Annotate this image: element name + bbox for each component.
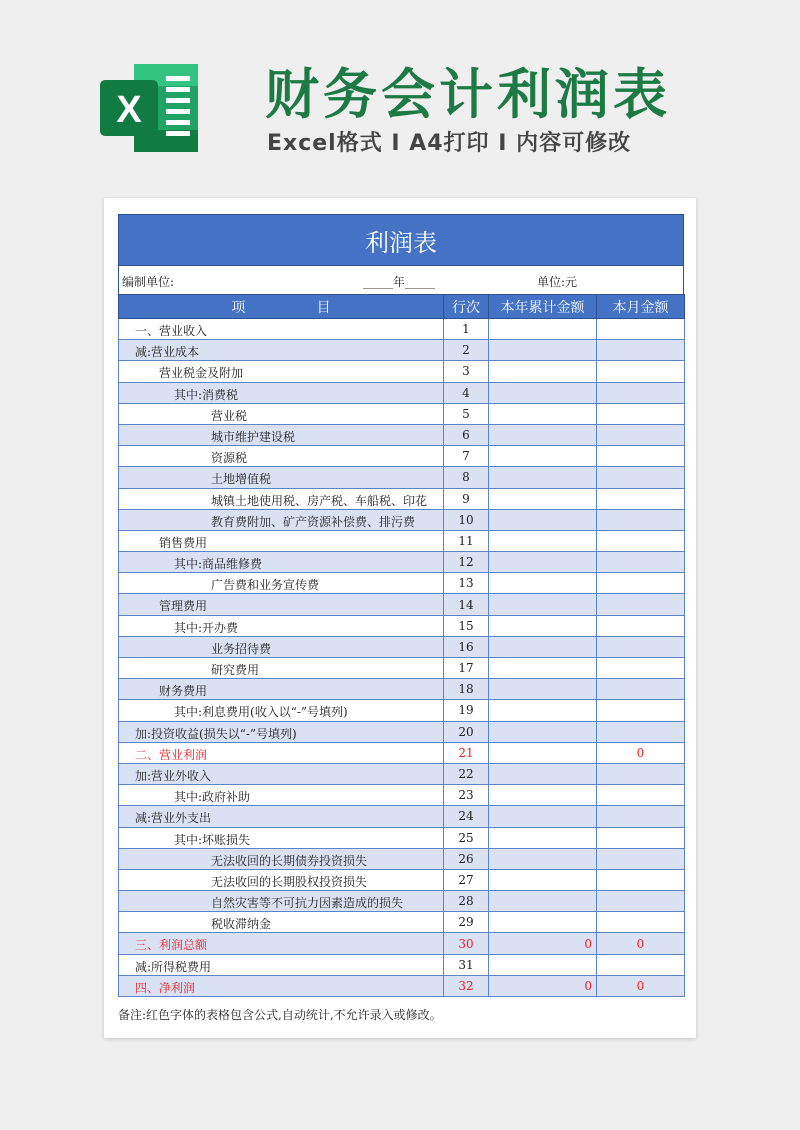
ytd-amount-cell[interactable] <box>489 594 597 615</box>
table-header-row <box>119 295 685 319</box>
month-amount-cell[interactable] <box>597 763 685 784</box>
item-label: 业务招待费 <box>211 641 272 656</box>
month-amount-cell[interactable] <box>597 721 685 742</box>
item-cell <box>119 573 444 594</box>
item-label: 其中:商品维修费 <box>174 557 263 572</box>
month-amount-cell[interactable] <box>597 636 685 657</box>
ytd-amount-cell[interactable] <box>489 573 597 594</box>
table-row <box>119 382 685 403</box>
logo-letter: X <box>116 89 142 131</box>
item-label: 研究费用 <box>211 663 260 677</box>
col-item-header: 项 目 <box>119 295 444 319</box>
item-cell <box>119 806 444 827</box>
item-label: 其中:消费税 <box>174 387 239 402</box>
row-number-cell: 2 <box>444 340 489 361</box>
table-row <box>119 594 685 615</box>
item-cell <box>119 679 444 700</box>
ytd-amount-cell[interactable] <box>489 721 597 742</box>
ytd-amount-cell[interactable] <box>489 424 597 445</box>
income-statement <box>118 214 684 997</box>
col-month-header: 本月金额 <box>597 295 685 319</box>
month-amount-cell[interactable] <box>597 827 685 848</box>
ytd-amount-cell[interactable] <box>489 763 597 784</box>
item-label: 一、营业收入 <box>135 324 208 338</box>
table-row <box>119 869 685 890</box>
item-cell <box>119 721 444 742</box>
month-amount-cell[interactable] <box>597 785 685 806</box>
item-cell <box>119 530 444 551</box>
month-amount-cell[interactable] <box>597 869 685 890</box>
table-row <box>119 763 685 784</box>
row-number-cell: 24 <box>444 806 489 827</box>
row-number-cell: 32 <box>444 975 489 996</box>
item-label: 土地增值税 <box>211 472 272 487</box>
month-amount-cell[interactable] <box>597 403 685 424</box>
month-amount-cell: 0 <box>597 742 685 763</box>
month-amount-cell[interactable] <box>597 446 685 467</box>
row-number-cell: 6 <box>444 424 489 445</box>
row-number-cell: 30 <box>444 933 489 954</box>
item-cell <box>119 933 444 954</box>
item-label: 其中:利息费用(收入以“-”号填列) <box>174 705 348 720</box>
item-label: 城市维护建设税 <box>211 429 296 444</box>
table-row <box>119 361 685 382</box>
item-label: 资源税 <box>211 451 248 466</box>
month-amount-cell[interactable] <box>597 530 685 551</box>
row-number-cell: 25 <box>444 827 489 848</box>
item-cell <box>119 319 444 340</box>
item-label: 二、营业利润 <box>135 747 208 762</box>
table-row <box>119 636 685 657</box>
item-cell <box>119 869 444 890</box>
month-amount-cell: 0 <box>597 933 685 954</box>
ytd-amount-cell[interactable] <box>489 869 597 890</box>
table-row <box>119 403 685 424</box>
item-label: 营业税金及附加 <box>159 366 244 381</box>
item-cell <box>119 848 444 869</box>
table-row <box>119 509 685 530</box>
row-number-cell: 7 <box>444 446 489 467</box>
month-amount-cell: 0 <box>597 975 685 996</box>
item-label: 无法收回的长期债券投资损失 <box>211 853 368 868</box>
page-subtitle: Excel格式 I A4打印 I 内容可修改 <box>267 131 632 156</box>
item-cell <box>119 742 444 763</box>
item-cell <box>119 891 444 912</box>
ytd-amount-cell[interactable] <box>489 615 597 636</box>
table-row <box>119 679 685 700</box>
month-amount-cell[interactable] <box>597 552 685 573</box>
table-row <box>119 615 685 636</box>
row-number-cell: 23 <box>444 785 489 806</box>
footer-note: 备注:红色字体的表格包含公式,自动统计,不允许录入或修改。 <box>118 1008 442 1022</box>
item-label: 广告费和业务宣传费 <box>211 578 320 593</box>
table-row <box>119 827 685 848</box>
ytd-amount-cell[interactable] <box>489 361 597 382</box>
ytd-amount-cell: 0 <box>489 975 597 996</box>
item-cell <box>119 636 444 657</box>
row-number-cell: 19 <box>444 700 489 721</box>
ytd-amount-cell[interactable] <box>489 488 597 509</box>
col-rowno-header: 行次 <box>444 295 489 319</box>
table-row <box>119 848 685 869</box>
item-label: 其中:坏账损失 <box>174 832 251 847</box>
item-label: 自然灾害等不可抗力因素造成的损失 <box>211 896 404 911</box>
row-number-cell: 27 <box>444 869 489 890</box>
ytd-amount-cell[interactable] <box>489 806 597 827</box>
item-cell <box>119 700 444 721</box>
month-amount-cell[interactable] <box>597 912 685 933</box>
table-body <box>119 319 685 997</box>
table-row <box>119 975 685 996</box>
ytd-amount-cell[interactable] <box>489 848 597 869</box>
item-cell <box>119 424 444 445</box>
month-amount-cell[interactable] <box>597 658 685 679</box>
table-row <box>119 658 685 679</box>
table-row <box>119 721 685 742</box>
ytd-amount-cell[interactable] <box>489 658 597 679</box>
ytd-amount-cell[interactable] <box>489 319 597 340</box>
table-row <box>119 340 685 361</box>
info-row <box>118 266 684 294</box>
item-label: 营业税 <box>211 408 248 423</box>
row-number-cell: 12 <box>444 552 489 573</box>
ytd-amount-cell[interactable] <box>489 636 597 657</box>
ytd-amount-cell[interactable] <box>489 509 597 530</box>
item-cell <box>119 446 444 467</box>
item-label: 四、净利润 <box>135 980 196 995</box>
item-cell <box>119 340 444 361</box>
item-cell <box>119 912 444 933</box>
table-row <box>119 446 685 467</box>
item-cell <box>119 763 444 784</box>
item-label: 三、利润总额 <box>135 938 208 953</box>
month-amount-cell[interactable] <box>597 509 685 530</box>
page-title: 财务会计利润表 <box>265 63 671 126</box>
item-label: 减:所得税费用 <box>135 959 212 974</box>
table-row <box>119 912 685 933</box>
currency-unit-label: 单位:元 <box>537 275 578 289</box>
table-row <box>119 319 685 340</box>
row-number-cell: 11 <box>444 530 489 551</box>
table-row <box>119 530 685 551</box>
row-number-cell: 1 <box>444 319 489 340</box>
item-cell <box>119 488 444 509</box>
row-number-cell: 31 <box>444 954 489 975</box>
ytd-amount-cell[interactable] <box>489 382 597 403</box>
table-row <box>119 806 685 827</box>
item-cell <box>119 954 444 975</box>
month-amount-cell[interactable] <box>597 848 685 869</box>
spreadsheet-page <box>104 198 696 1038</box>
table-row <box>119 424 685 445</box>
ytd-amount-cell[interactable] <box>489 467 597 488</box>
table-row <box>119 891 685 912</box>
ytd-amount-cell[interactable] <box>489 552 597 573</box>
row-number-cell: 3 <box>444 361 489 382</box>
row-number-cell: 18 <box>444 679 489 700</box>
ytd-amount-cell[interactable] <box>489 530 597 551</box>
item-label: 管理费用 <box>159 599 208 614</box>
table-row <box>119 700 685 721</box>
row-number-cell: 5 <box>444 403 489 424</box>
item-label: 其中:政府补助 <box>174 790 251 805</box>
month-amount-cell[interactable] <box>597 361 685 382</box>
item-label: 财务费用 <box>159 684 208 699</box>
item-cell <box>119 467 444 488</box>
month-amount-cell[interactable] <box>597 340 685 361</box>
item-label: 减:营业外支出 <box>135 811 212 826</box>
ytd-amount-cell[interactable] <box>489 679 597 700</box>
item-label: 加:营业外收入 <box>135 768 212 783</box>
row-number-cell: 14 <box>444 594 489 615</box>
ytd-amount-cell[interactable] <box>489 891 597 912</box>
row-number-cell: 21 <box>444 742 489 763</box>
table-row <box>119 488 685 509</box>
compiling-unit-label[interactable]: 编制单位: <box>122 275 175 289</box>
ytd-amount-cell[interactable] <box>489 785 597 806</box>
month-amount-cell[interactable] <box>597 891 685 912</box>
item-label: 加:投资收益(损失以“-”号填列) <box>135 726 297 741</box>
ytd-amount-cell[interactable] <box>489 340 597 361</box>
year-field[interactable]: _____年_____ <box>363 275 436 289</box>
item-cell <box>119 403 444 424</box>
item-label: 销售费用 <box>159 535 208 550</box>
item-cell <box>119 615 444 636</box>
row-number-cell: 22 <box>444 763 489 784</box>
row-number-cell: 29 <box>444 912 489 933</box>
item-cell <box>119 509 444 530</box>
table-row <box>119 573 685 594</box>
ytd-amount-cell[interactable] <box>489 403 597 424</box>
month-amount-cell[interactable] <box>597 424 685 445</box>
row-number-cell: 13 <box>444 573 489 594</box>
month-amount-cell[interactable] <box>597 382 685 403</box>
month-amount-cell[interactable] <box>597 954 685 975</box>
item-label: 无法收回的长期股权投资损失 <box>211 874 368 889</box>
item-cell <box>119 382 444 403</box>
ytd-amount-cell <box>489 742 597 763</box>
month-amount-cell[interactable] <box>597 467 685 488</box>
month-amount-cell[interactable] <box>597 573 685 594</box>
ytd-amount-cell[interactable] <box>489 700 597 721</box>
month-amount-cell[interactable] <box>597 319 685 340</box>
item-label: 其中:开办费 <box>174 620 239 635</box>
statement-banner: 利润表 <box>118 214 684 266</box>
row-number-cell: 15 <box>444 615 489 636</box>
excel-logo-icon <box>100 60 200 156</box>
item-label: 减:营业成本 <box>135 345 200 360</box>
item-cell <box>119 361 444 382</box>
item-cell <box>119 552 444 573</box>
item-label: 教育费附加、矿产资源补偿费、排污费 <box>211 514 416 529</box>
ytd-amount-cell[interactable] <box>489 446 597 467</box>
statement-table <box>118 294 685 997</box>
table-row <box>119 552 685 573</box>
ytd-amount-cell[interactable] <box>489 827 597 848</box>
row-number-cell: 28 <box>444 891 489 912</box>
table-row <box>119 933 685 954</box>
row-number-cell: 10 <box>444 509 489 530</box>
item-cell <box>119 785 444 806</box>
ytd-amount-cell[interactable] <box>489 954 597 975</box>
month-amount-cell[interactable] <box>597 679 685 700</box>
item-cell <box>119 975 444 996</box>
row-number-cell: 16 <box>444 636 489 657</box>
ytd-amount-cell[interactable] <box>489 912 597 933</box>
ytd-amount-cell: 0 <box>489 933 597 954</box>
row-number-cell: 20 <box>444 721 489 742</box>
table-row <box>119 467 685 488</box>
table-row <box>119 785 685 806</box>
row-number-cell: 17 <box>444 658 489 679</box>
item-cell <box>119 594 444 615</box>
item-cell <box>119 827 444 848</box>
table-row <box>119 954 685 975</box>
row-number-cell: 26 <box>444 848 489 869</box>
row-number-cell: 4 <box>444 382 489 403</box>
month-amount-cell[interactable] <box>597 615 685 636</box>
month-amount-cell[interactable] <box>597 700 685 721</box>
row-number-cell: 8 <box>444 467 489 488</box>
item-cell <box>119 658 444 679</box>
table-row <box>119 742 685 763</box>
month-amount-cell[interactable] <box>597 594 685 615</box>
item-label: 税收滞纳金 <box>211 917 272 932</box>
col-ytd-header: 本年累计金额 <box>489 295 597 319</box>
month-amount-cell[interactable] <box>597 806 685 827</box>
month-amount-cell[interactable] <box>597 488 685 509</box>
row-number-cell: 9 <box>444 488 489 509</box>
item-label: 城镇土地使用税、房产税、车船税、印花 <box>211 493 428 508</box>
